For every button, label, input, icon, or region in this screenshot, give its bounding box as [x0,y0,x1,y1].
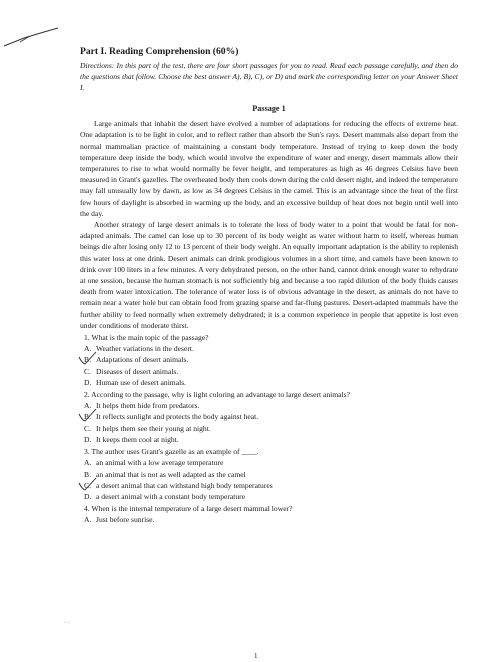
passage-paragraph-1: Large animals that inhabit the desert have evolved a number of adaptations for reducing the effects of extreme heat. One adaptation is to be light in color, and to reflect rather than absorb the Sun's rays. Desert mammals also depart from the normal mammalian practice of maintaining a constant body temperature. Instead of trying to keep down the body temperature deep inside the body, which would involve the expenditure of water and energy, desert mammals allow their temperatures to rise to what would normally be fever height, and temperatures as high as 46 degrees Celsius have been measured in Grant's gazelles. The overheated body then cools down during the cold desert night, and indeed the temperature may fall unusually low by dawn, as low as 34 degrees Celsius in the camel. This is an advantage since the heat of the first few hours of daylight is absorbed in warming up the body, and an excessive buildup of heat does not begin until well into the day. [80,119,458,218]
hand-mark-icon [78,351,98,365]
option-d[interactable]: D. It keeps them cool at night. [84,434,179,444]
margin-dots: · · [64,620,70,626]
question-stem: 2. According to the passage, why is light coloring an advantage to large desert animals? [84,390,350,400]
option-b[interactable]: B. It reflects sunlight and protects the body against heat. [84,411,458,422]
question-4 [80,503,458,525]
question-2 [80,389,458,445]
question-3 [80,446,458,502]
option-c[interactable]: C. Diseases of desert animals. [84,366,179,376]
question-stem: 1. What is the main topic of the passage? [84,333,209,343]
option-b[interactable]: B. an animal that is not as well adapted as the camel [84,469,246,479]
option-c[interactable]: C. a desert animal that can withstand high body temperatures [84,480,458,491]
option-a[interactable]: A. an animal with a low average temperature [84,458,224,468]
pen-scribble-mark [2,26,60,50]
option-c[interactable]: C. It helps them see their young at night. [84,423,211,433]
passage-title: Passage 1 [252,104,286,113]
page-number: 1 [254,652,258,660]
passage-paragraph-2: Another strategy of large desert animals is to tolerate the loss of body water to a point that would be fatal for non-adapted animals. The camel can lose up to 30 percent of its body weight as water without harm to itself, whereas human beings die after losing only 12 to 13 percent of their body weight. An equally important adaptation is the ability to replenish this water loss at one drink. Desert animals can drink prodigious volumes in a short time, and camels have been known to drink over 100 liters in a few minutes. A very dehydrated person, on the other hand, cannot drink enough water to rehydrate at one session, because the human stomach is not sufficiently big and because a too rapid dilution of the body fluids causes death from water intoxication. The tolerance of water loss is of obvious advantage in the desert, as animals do not have to remain near a water hole but can obtain food from grazing sparse and far-flung pastures. Desert-adapted mammals have the further ability to feed normally when extremely dehydrated; it is a common experience in people that appetite is lost even under conditions of moderate thirst. [80,220,458,330]
option-b[interactable]: B. Adaptations of desert animals. [84,354,458,365]
question-stem: 4. When is the internal temperature of a large desert mammal lower? [84,504,293,514]
option-a[interactable]: A. Just before sunrise. [84,515,155,525]
option-d[interactable]: D. Human use of desert animals. [84,377,187,387]
question-1 [80,332,458,388]
option-a[interactable]: A. It helps them hide from predators. [84,401,200,411]
part-title: Part I. Reading Comprehension (60%) [80,46,239,57]
option-d[interactable]: D. a desert animal with a constant body temperature [84,491,246,501]
option-a[interactable]: A. Weather variations in the desert. [84,344,194,354]
question-stem: 3. The author uses Grant's gazelle as an example of ____. [84,447,259,457]
hand-mark-icon [78,477,98,491]
questions-list [80,332,458,525]
hand-mark-icon [78,408,98,422]
exam-page [80,46,458,526]
directions: Directions: In this part of the test, there are four short passages for you to read. Read each passage carefully, and then do the questions that follow. Choose the best answer A), B), C), or D) and mark the corresponding letter on your Answer Sheet I. [80,61,458,92]
